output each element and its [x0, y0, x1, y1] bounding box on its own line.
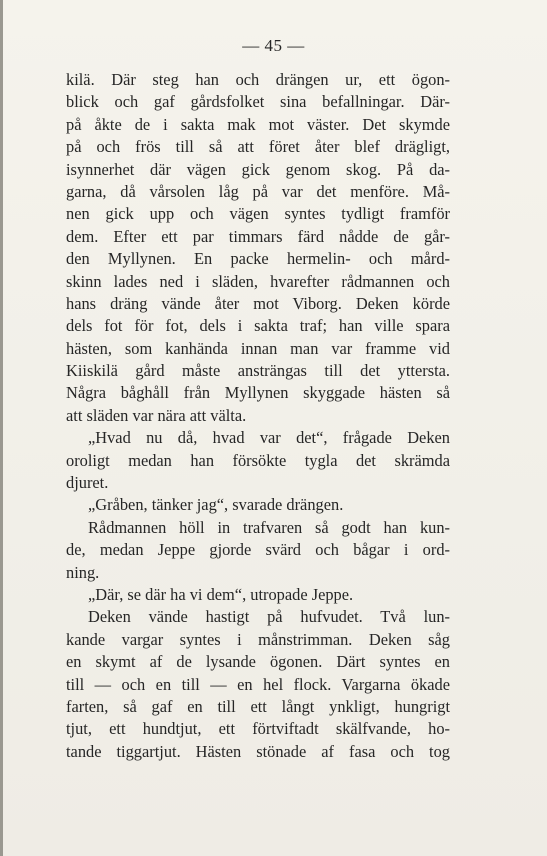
- text-line: tjut, ett hundtjut, ett förtviftadt skälfvande, ho-: [66, 719, 450, 739]
- text-line: dels fot för fot, dels i sakta traf; han ville spara: [66, 316, 450, 336]
- text-line: de, medan Jeppe gjorde svärd och bågar i ord-: [66, 540, 450, 560]
- text-line: kilä. Där steg han och drängen ur, ett ögon-: [66, 70, 450, 89]
- text-line: skinn lades ned i släden, hvarefter rådmannen och: [66, 271, 450, 291]
- text-line: „Där, se där ha vi dem“, utropade Jeppe.: [88, 584, 354, 604]
- text-line: Rådmannen höll in trafvaren så godt han kun-: [88, 517, 450, 537]
- text-line: nen gick upp och vägen syntes tydligt framför: [66, 204, 450, 224]
- text-line: en skymt af de lysande ögonen. Därt syntes en: [66, 652, 450, 672]
- body-text: [66, 69, 450, 763]
- text-line: på åkte de i sakta mak mot väster. Det skymde: [66, 114, 450, 134]
- text-line: att släden var nära att välta.: [66, 405, 247, 425]
- text-line: isynnerhet där vägen gick genom skog. På da-: [66, 159, 450, 179]
- text-line: Deken vände hastigt på hufvudet. Två lun-: [88, 607, 450, 627]
- text-line: Kiiskilä gård måste ansträngas till det yttersta.: [66, 361, 450, 381]
- text-line: garna, då vårsolen låg på var det menföre. Må-: [66, 181, 450, 201]
- text-line: blick och gaf gårdsfolket sina befallningar. Där-: [66, 92, 450, 112]
- text-line: „Gråben, tänker jag“, svarade drängen.: [88, 495, 344, 515]
- text-line: på och frös till så att föret åter blef drägligt,: [66, 137, 450, 157]
- text-line: kande vargar syntes i månstrimman. Deken såg: [66, 629, 450, 649]
- text-line: farten, så gaf en till ett långt ynkligt, hungrigt: [66, 696, 450, 716]
- text-line: hans dräng vände åter mot Viborg. Deken körde: [66, 293, 450, 313]
- page-edge: [0, 0, 3, 856]
- text-line: „Hvad nu då, hvad var det“, frågade Deken: [88, 428, 450, 448]
- text-line: hästen, som kanhända innan man var framme vid: [66, 338, 450, 358]
- page-number: — 45 —: [242, 36, 305, 55]
- text-line: Några båghåll från Myllynen skyggade hästen så: [66, 383, 450, 403]
- text-line: djuret.: [66, 473, 109, 493]
- text-line: dem. Efter ett par timmars färd nådde de går-: [66, 226, 450, 246]
- text-line: den Myllynen. En packe hermelin- och mård-: [66, 249, 450, 269]
- text-line: oroligt medan han försökte tygla det skrämda: [66, 450, 450, 470]
- text-line: till — och en till — en hel flock. Vargarna ökade: [66, 674, 450, 694]
- text-line: tande tiggartjut. Hästen stönade af fasa och tog: [66, 741, 450, 761]
- text-line: ning.: [66, 562, 100, 582]
